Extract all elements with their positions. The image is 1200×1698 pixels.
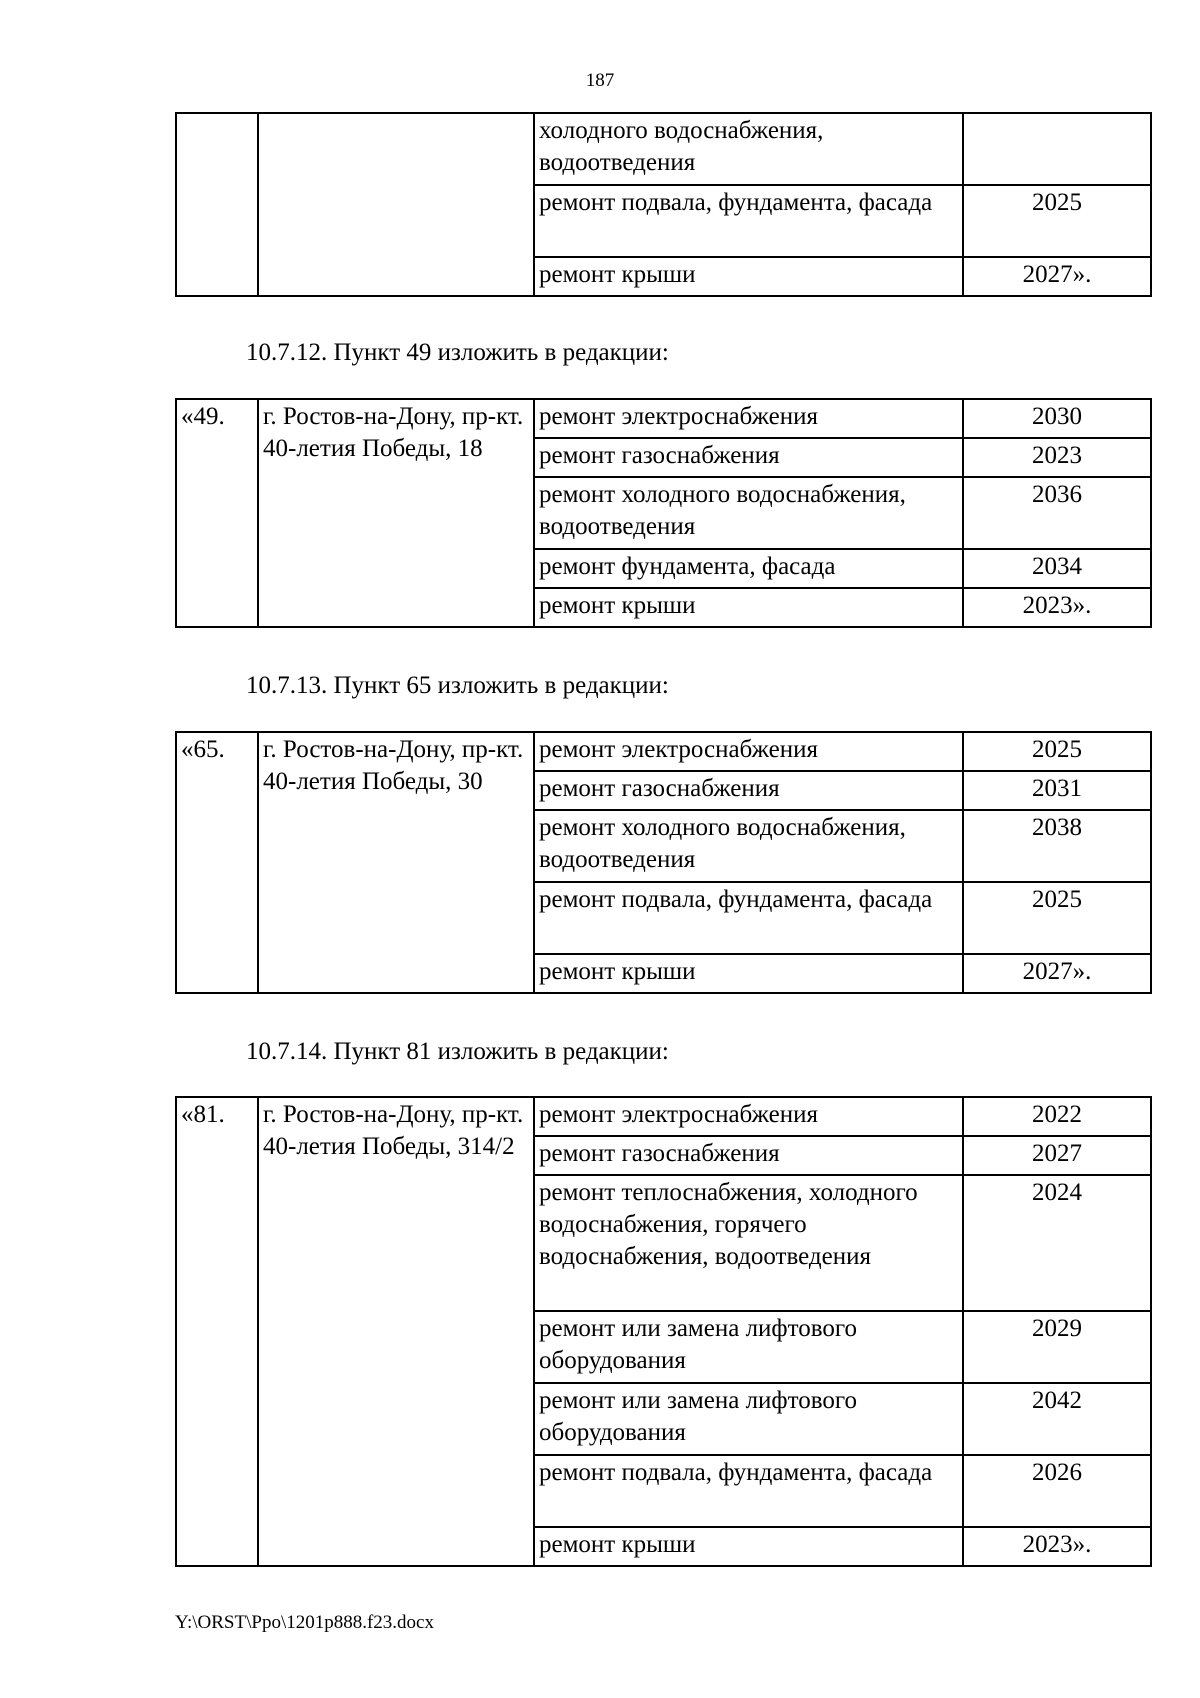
year-cell: 2027 [963, 1136, 1151, 1175]
table-item-49 [175, 398, 1152, 628]
work-cell: ремонт подвала, фундамента, фасада [534, 882, 963, 954]
work-cell: ремонт крыши [534, 1527, 963, 1566]
year-cell: 2030 [963, 399, 1151, 438]
address-cell: г. Ростов-на-Дону, пр-кт. 40-летия Победы, 314/2 [258, 1097, 534, 1566]
table-item-65 [175, 731, 1152, 994]
table-row [176, 399, 1151, 438]
work-cell: ремонт подвала, фундамента, фасада [534, 185, 963, 257]
work-cell: ремонт крыши [534, 954, 963, 993]
year-cell: 2022 [963, 1097, 1151, 1136]
year-cell: 2023». [963, 588, 1151, 627]
page-number: 187 [585, 70, 615, 91]
work-cell: ремонт электроснабжения [534, 399, 963, 438]
item-number-cell: «49. [176, 399, 258, 627]
year-cell: 2027». [963, 257, 1151, 296]
year-cell [963, 113, 1151, 185]
work-cell: ремонт электроснабжения [534, 732, 963, 771]
year-cell: 2025 [963, 732, 1151, 771]
section-heading: 10.7.14. Пункт 81 изложить в редакции: [246, 1038, 669, 1065]
work-cell: ремонт газоснабжения [534, 771, 963, 810]
year-cell: 2026 [963, 1455, 1151, 1527]
item-number-cell: «65. [176, 732, 258, 993]
address-cell: г. Ростов-на-Дону, пр-кт. 40-летия Победы, 18 [258, 399, 534, 627]
address-cell [258, 113, 534, 296]
work-cell: ремонт крыши [534, 588, 963, 627]
year-cell: 2038 [963, 810, 1151, 882]
year-cell: 2029 [963, 1311, 1151, 1383]
section-heading: 10.7.12. Пункт 49 изложить в редакции: [246, 339, 669, 366]
work-cell: ремонт или замена лифтового оборудования [534, 1311, 963, 1383]
work-cell: ремонт газоснабжения [534, 438, 963, 477]
table-row [176, 113, 1151, 185]
work-cell: ремонт холодного водоснабжения, водоотведения [534, 810, 963, 882]
footer-file-path: Y:\ORST\Ppo\1201p888.f23.docx [175, 1612, 434, 1633]
table-row [176, 732, 1151, 771]
year-cell: 2023 [963, 438, 1151, 477]
work-cell: ремонт фундамента, фасада [534, 549, 963, 588]
year-cell: 2025 [963, 185, 1151, 257]
item-number-cell: «81. [176, 1097, 258, 1566]
work-cell: ремонт электроснабжения [534, 1097, 963, 1136]
work-cell: ремонт крыши [534, 257, 963, 296]
year-cell: 2024 [963, 1175, 1151, 1311]
year-cell: 2034 [963, 549, 1151, 588]
work-cell: ремонт холодного водоснабжения, водоотведения [534, 477, 963, 549]
section-heading: 10.7.13. Пункт 65 изложить в редакции: [246, 672, 669, 699]
year-cell: 2042 [963, 1383, 1151, 1455]
work-cell: холодного водоснабжения, водоотведения [534, 113, 963, 185]
address-cell: г. Ростов-на-Дону, пр-кт. 40-летия Победы, 30 [258, 732, 534, 993]
year-cell: 2027». [963, 954, 1151, 993]
table-item-81 [175, 1096, 1152, 1567]
year-cell: 2023». [963, 1527, 1151, 1566]
item-number-cell [176, 113, 258, 296]
year-cell: 2025 [963, 882, 1151, 954]
table-row [176, 1097, 1151, 1136]
work-cell: ремонт подвала, фундамента, фасада [534, 1455, 963, 1527]
year-cell: 2031 [963, 771, 1151, 810]
work-cell: ремонт газоснабжения [534, 1136, 963, 1175]
table-continuation [175, 112, 1152, 297]
work-cell: ремонт теплоснабжения, холодного водоснабжения, горячего водоснабжения, водоотведения [534, 1175, 963, 1311]
work-cell: ремонт или замена лифтового оборудования [534, 1383, 963, 1455]
year-cell: 2036 [963, 477, 1151, 549]
